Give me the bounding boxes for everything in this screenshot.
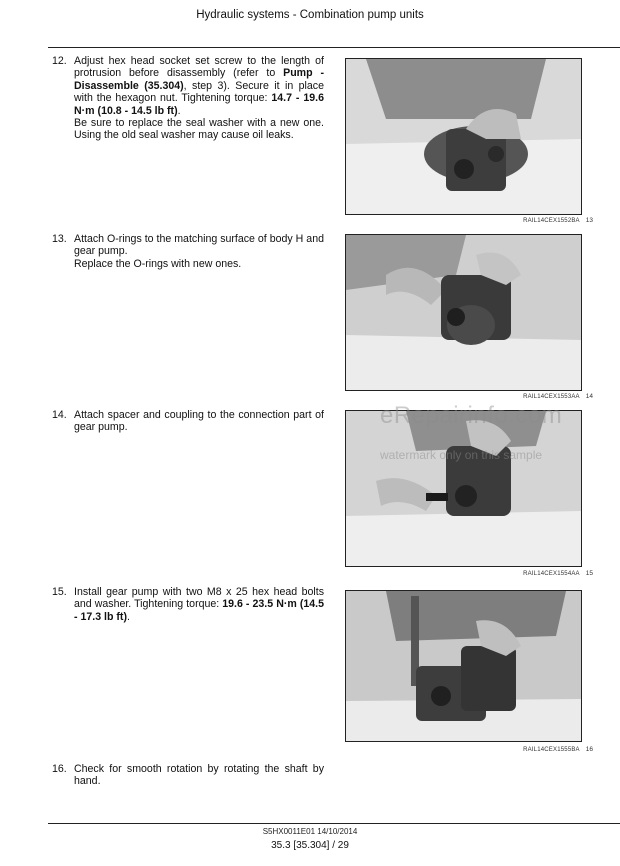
figure-14-caption [346, 393, 593, 400]
watermark-subtext: watermark only on this sample [380, 448, 543, 462]
figure-number: 13 [585, 217, 593, 224]
pump-photo-illustration [346, 591, 581, 741]
figure-number: 15 [585, 570, 593, 577]
figure-13-caption [346, 217, 593, 224]
figure-number: 16 [585, 746, 593, 753]
step-text: Check for smooth rotation by rotating the shaft by hand. [74, 763, 324, 788]
pump-photo-illustration [346, 411, 581, 566]
step-number: 13. [52, 233, 67, 245]
step-number: 15. [52, 586, 67, 598]
page-header-title: Hydraulic systems - Combination pump units [196, 9, 424, 21]
header-divider [48, 47, 620, 48]
step-note: Replace the O-rings with new ones. [74, 257, 242, 270]
step-number: 16. [52, 763, 67, 775]
step-text: . [126, 610, 130, 623]
pump-photo-illustration [346, 59, 581, 214]
figure-16-photo [345, 590, 582, 742]
step-text: , step 3). Secure it in place with the hexagon nut. Tightening torque: [74, 79, 324, 105]
step-text: Attach O-rings to the matching surface of body H and gear pump. [74, 233, 324, 258]
step-number: 12. [52, 55, 67, 67]
figure-code: RAIL14CEX1554AA [523, 571, 580, 577]
figure-15-photo [345, 410, 582, 567]
document-code: S5HX0011E01 14/10/2014 [262, 827, 358, 836]
figure-code: RAIL14CEX1553AA [523, 394, 580, 400]
step-16 [52, 763, 324, 788]
step-text: . [177, 104, 181, 117]
footer-divider [48, 823, 620, 824]
figure-13-photo [345, 58, 582, 215]
pump-photo-illustration [346, 235, 581, 390]
step-12 [52, 55, 324, 142]
torque-value: 14.7 - 19.6 N·m (10.8 - 14.5 lb ft) [74, 92, 324, 117]
step-note: Be sure to replace the seal washer with a new one. Using the old seal washer may cause oil leaks. [74, 117, 324, 142]
step-text: Attach spacer and coupling to the connection part of gear pump. [74, 409, 324, 434]
figure-number: 14 [585, 393, 593, 400]
torque-value: 19.6 - 23.5 N·m (14.5 - 17.3 lb ft) [74, 598, 324, 623]
step-14 [52, 409, 324, 434]
figure-14-photo [345, 234, 582, 391]
figure-16-caption [346, 746, 593, 753]
figure-code: RAIL14CEX1555BA [523, 747, 580, 753]
step-number: 14. [52, 409, 67, 421]
step-text: Adjust hex head socket set screw to the length of protrusion before disassembly (refer to [74, 55, 324, 80]
figure-15-caption [346, 570, 593, 577]
step-text: Install gear pump with two M8 x 25 hex head bolts and washer. Tightening torque: [74, 586, 324, 611]
step-13 [52, 233, 324, 270]
figure-code: RAIL14CEX1552BA [523, 218, 580, 224]
page-number: 35.3 [35.304] / 29 [271, 840, 349, 851]
watermark-text: eRepairinfo.com [380, 402, 563, 429]
procedure-reference: Pump - Disassemble (35.304) [74, 67, 324, 92]
step-15 [52, 586, 324, 623]
